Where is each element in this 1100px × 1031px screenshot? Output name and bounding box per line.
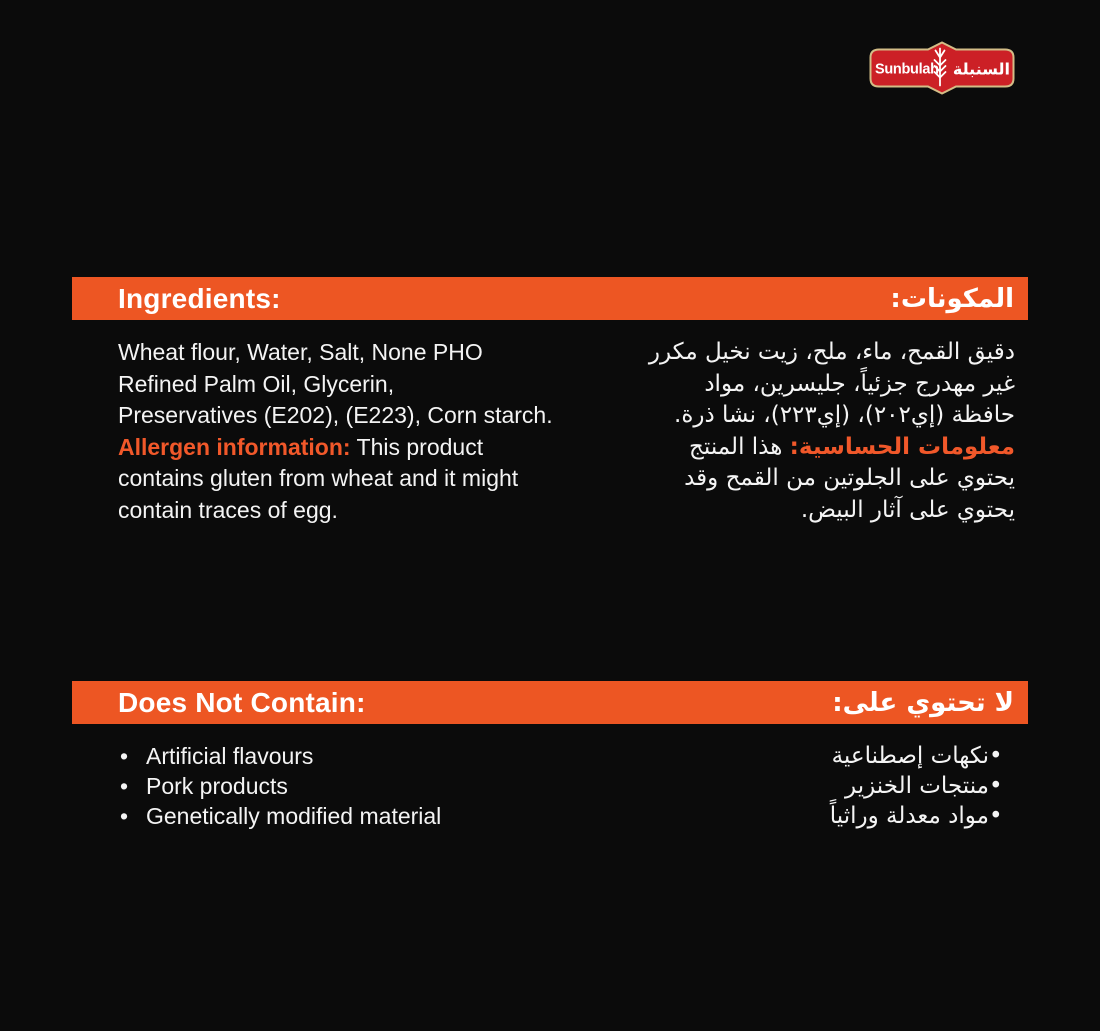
allergen-label-en: Allergen information: — [118, 433, 351, 460]
does-not-contain-header-bar — [72, 681, 1028, 724]
brand-name-ar: السنبلة — [952, 59, 1010, 79]
bullet-icon: • — [120, 773, 129, 799]
text-line: يحتوي على آثار البيض. — [800, 496, 1015, 523]
bullet-icon: • — [989, 773, 1003, 799]
brand-name-en: Sunbulah — [875, 61, 939, 78]
ingredients-title-en: Ingredients: — [118, 282, 281, 314]
text-line — [595, 432, 1015, 464]
text-line: contain traces of egg. — [118, 496, 338, 523]
allergen-text-ar: هذا المنتج — [689, 433, 790, 460]
bullet-icon: • — [989, 743, 1003, 769]
text-line: دقيق القمح، ماء، ملح، زيت نخيل مكرر — [648, 339, 1015, 365]
text-line: Wheat flour, Water, Salt, None PHO — [118, 339, 483, 365]
does-not-contain-list-en — [118, 741, 441, 831]
ingredients-header-bar — [72, 277, 1028, 320]
bullet-icon: • — [989, 803, 1003, 829]
list-item-label: Pork products — [146, 773, 288, 799]
list-item — [118, 741, 441, 771]
list-item-label: Artificial flavours — [146, 743, 314, 769]
does-not-contain-list-ar — [830, 741, 1015, 831]
text-line — [118, 432, 628, 464]
text-line: Refined Palm Oil, Glycerin, — [118, 370, 395, 397]
text-line: غير مهدرج جزئياً، جليسرين، مواد — [704, 370, 1015, 397]
list-item-label: Genetically modified material — [146, 803, 442, 829]
list-item-label: منتجات الخنزير — [845, 773, 989, 799]
list-item — [830, 771, 1015, 801]
list-item-label: نكهات إصطناعية — [831, 743, 989, 769]
list-item — [830, 741, 1015, 771]
bullet-icon: • — [120, 803, 129, 829]
bullet-icon: • — [120, 743, 129, 769]
list-item — [118, 801, 441, 831]
text-line: حافظة (إي٢٠٢)، (إي٢٢٣)، نشا ذرة. — [674, 402, 1015, 428]
ingredients-title-ar: المكونات: — [890, 283, 1014, 314]
ingredients-text-ar — [595, 337, 1015, 526]
list-item — [830, 801, 1015, 831]
does-not-contain-title-ar: لا تحتوي على: — [832, 687, 1014, 718]
allergen-text-en: This product — [350, 433, 484, 460]
ingredients-text-en — [118, 337, 628, 526]
list-item-label: مواد معدلة وراثياً — [829, 803, 989, 829]
brand-logo — [869, 40, 1015, 96]
text-line: يحتوي على الجلوتين من القمح وقد — [684, 465, 1015, 491]
allergen-label-ar: معلومات الحساسية: — [789, 433, 1015, 460]
does-not-contain-title-en: Does Not Contain: — [118, 686, 366, 718]
text-line: contains gluten from wheat and it might — [118, 465, 519, 491]
list-item — [118, 771, 441, 801]
text-line: Preservatives (E202), (E223), Corn starch. — [118, 402, 553, 428]
